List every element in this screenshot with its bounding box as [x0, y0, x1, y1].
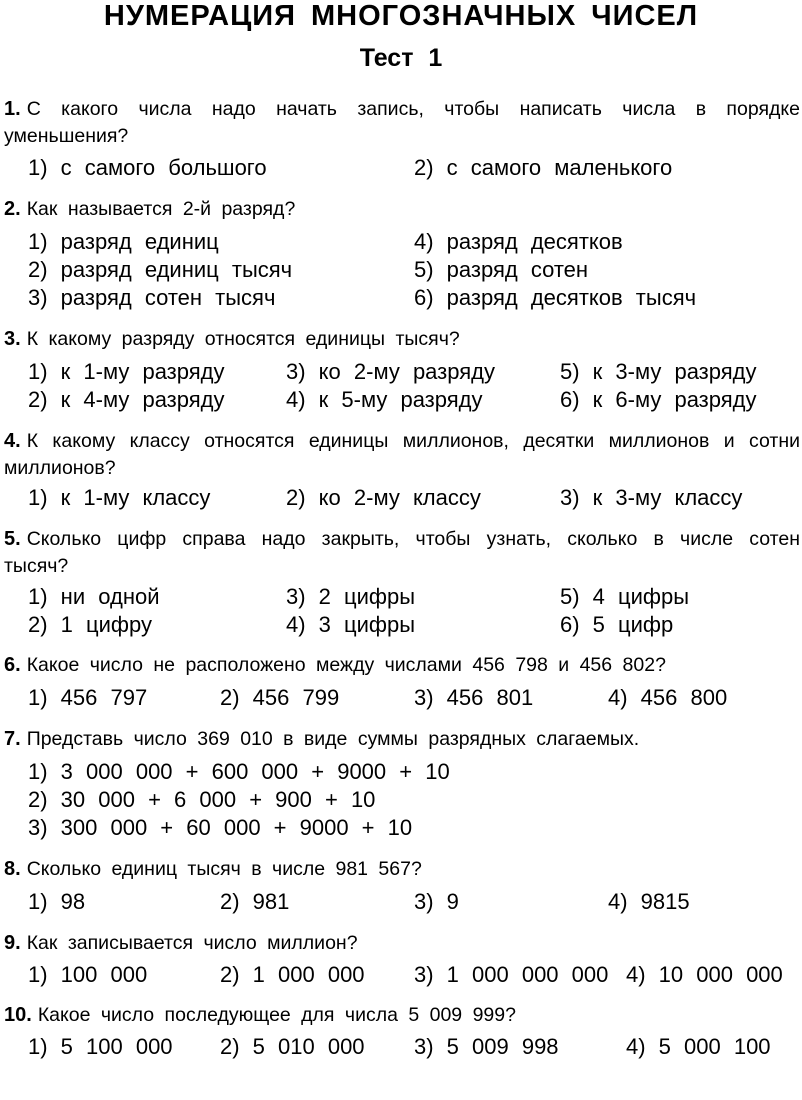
question-text: Как записывается число миллион?: [26, 932, 358, 954]
answer-option[interactable]: 2) разряд единиц тысяч: [28, 257, 293, 282]
question-text: Какое число не расположено между числами 456 798 и 456 802?: [26, 654, 666, 676]
question-number: 1.: [4, 98, 21, 120]
answer-option[interactable]: 2) 981: [220, 889, 290, 914]
answer-option[interactable]: 2) 5 010 000: [220, 1034, 365, 1059]
question-number: 6.: [4, 654, 21, 676]
answer-option[interactable]: 4) к 5-му разряду: [286, 387, 483, 412]
answer-option[interactable]: 1) 100 000: [28, 962, 148, 987]
answer-option[interactable]: 2) с самого маленького: [414, 155, 673, 180]
question-text: Какое число последующее для числа 5 009 999?: [37, 1004, 516, 1026]
answer-option[interactable]: 2) 30 000 + 6 000 + 900 + 10: [28, 787, 376, 812]
answer-option[interactable]: 6) к 6-му разряду: [560, 387, 757, 412]
answer-option[interactable]: 4) 10 000 000: [626, 962, 783, 987]
question-text: К какому классу относятся единицы миллионов, десятки миллионов и сотни миллионов?: [4, 430, 800, 479]
question-10: [4, 1002, 800, 1029]
answer-option[interactable]: 2) к 4-му разряду: [28, 387, 225, 412]
question-9: [4, 930, 800, 957]
answer-option[interactable]: 2) 1 цифру: [28, 612, 152, 637]
question-number: 8.: [4, 858, 21, 880]
answer-option[interactable]: 3) 1 000 000 000: [414, 962, 609, 987]
answer-option[interactable]: 2) ко 2-му классу: [286, 485, 481, 510]
question-number: 4.: [4, 430, 21, 452]
question-3: [4, 326, 800, 353]
page-title: НУМЕРАЦИЯ МНОГОЗНАЧНЫХ ЧИСЕЛ: [103, 0, 699, 32]
question-5: [4, 526, 800, 580]
answer-option[interactable]: 3) 300 000 + 60 000 + 9000 + 10: [28, 815, 413, 840]
answer-option[interactable]: 1) ни одной: [28, 584, 160, 609]
answer-option[interactable]: 4) 5 000 100: [626, 1034, 771, 1059]
question-4: [4, 428, 800, 482]
question-text: К какому разряду относятся единицы тысяч?: [26, 328, 460, 350]
answer-option[interactable]: 6) разряд десятков тысяч: [414, 285, 697, 310]
question-6: [4, 652, 800, 679]
question-8: [4, 856, 800, 883]
answer-option[interactable]: 1) 456 797: [28, 685, 148, 710]
answer-option[interactable]: 4) 456 800: [608, 685, 728, 710]
answer-option[interactable]: 1) 3 000 000 + 600 000 + 9000 + 10: [28, 759, 450, 784]
question-number: 9.: [4, 932, 21, 954]
question-text: Как называется 2-й разряд?: [26, 198, 296, 220]
answer-option[interactable]: 1) к 1-му классу: [28, 485, 211, 510]
answer-option[interactable]: 1) 5 100 000: [28, 1034, 173, 1059]
question-7: [4, 726, 800, 753]
answer-option[interactable]: 5) к 3-му разряду: [560, 359, 757, 384]
answer-option[interactable]: 5) разряд сотен: [414, 257, 589, 282]
answer-option[interactable]: 3) разряд сотен тысяч: [28, 285, 276, 310]
answer-option[interactable]: 2) 456 799: [220, 685, 340, 710]
answer-option[interactable]: 3) ко 2-му разряду: [286, 359, 495, 384]
question-number: 5.: [4, 528, 21, 550]
answer-option[interactable]: 6) 5 цифр: [560, 612, 674, 637]
page-subtitle: Тест 1: [359, 44, 443, 72]
question-number: 2.: [4, 198, 21, 220]
answer-option[interactable]: 2) 1 000 000: [220, 962, 365, 987]
question-1: [4, 96, 800, 150]
question-number: 10.: [4, 1004, 32, 1026]
question-text: Сколько цифр справа надо закрыть, чтобы узнать, сколько в числе сотен тысяч?: [4, 528, 800, 577]
answer-option[interactable]: 3) 5 009 998: [414, 1034, 559, 1059]
answer-option[interactable]: 1) с самого большого: [28, 155, 267, 180]
answer-option[interactable]: 1) разряд единиц: [28, 229, 219, 254]
answer-option[interactable]: 4) 3 цифры: [286, 612, 416, 637]
answer-option[interactable]: 4) разряд десятков: [414, 229, 623, 254]
answer-option[interactable]: 1) 98: [28, 889, 86, 914]
answer-option[interactable]: 4) 9815: [608, 889, 690, 914]
answer-option[interactable]: 3) 9: [414, 889, 459, 914]
question-number: 7.: [4, 728, 21, 750]
answer-option[interactable]: 3) 456 801: [414, 685, 534, 710]
answer-option[interactable]: 3) к 3-му классу: [560, 485, 743, 510]
answer-option[interactable]: 3) 2 цифры: [286, 584, 416, 609]
question-2: [4, 196, 800, 223]
answer-option[interactable]: 1) к 1-му разряду: [28, 359, 225, 384]
question-text: Сколько единиц тысяч в числе 981 567?: [26, 858, 422, 880]
question-text: Представь число 369 010 в виде суммы разрядных слагаемых.: [26, 728, 640, 750]
question-number: 3.: [4, 328, 21, 350]
answer-option[interactable]: 5) 4 цифры: [560, 584, 690, 609]
question-text: С какого числа надо начать запись, чтобы написать числа в порядке уменьшения?: [4, 98, 800, 147]
